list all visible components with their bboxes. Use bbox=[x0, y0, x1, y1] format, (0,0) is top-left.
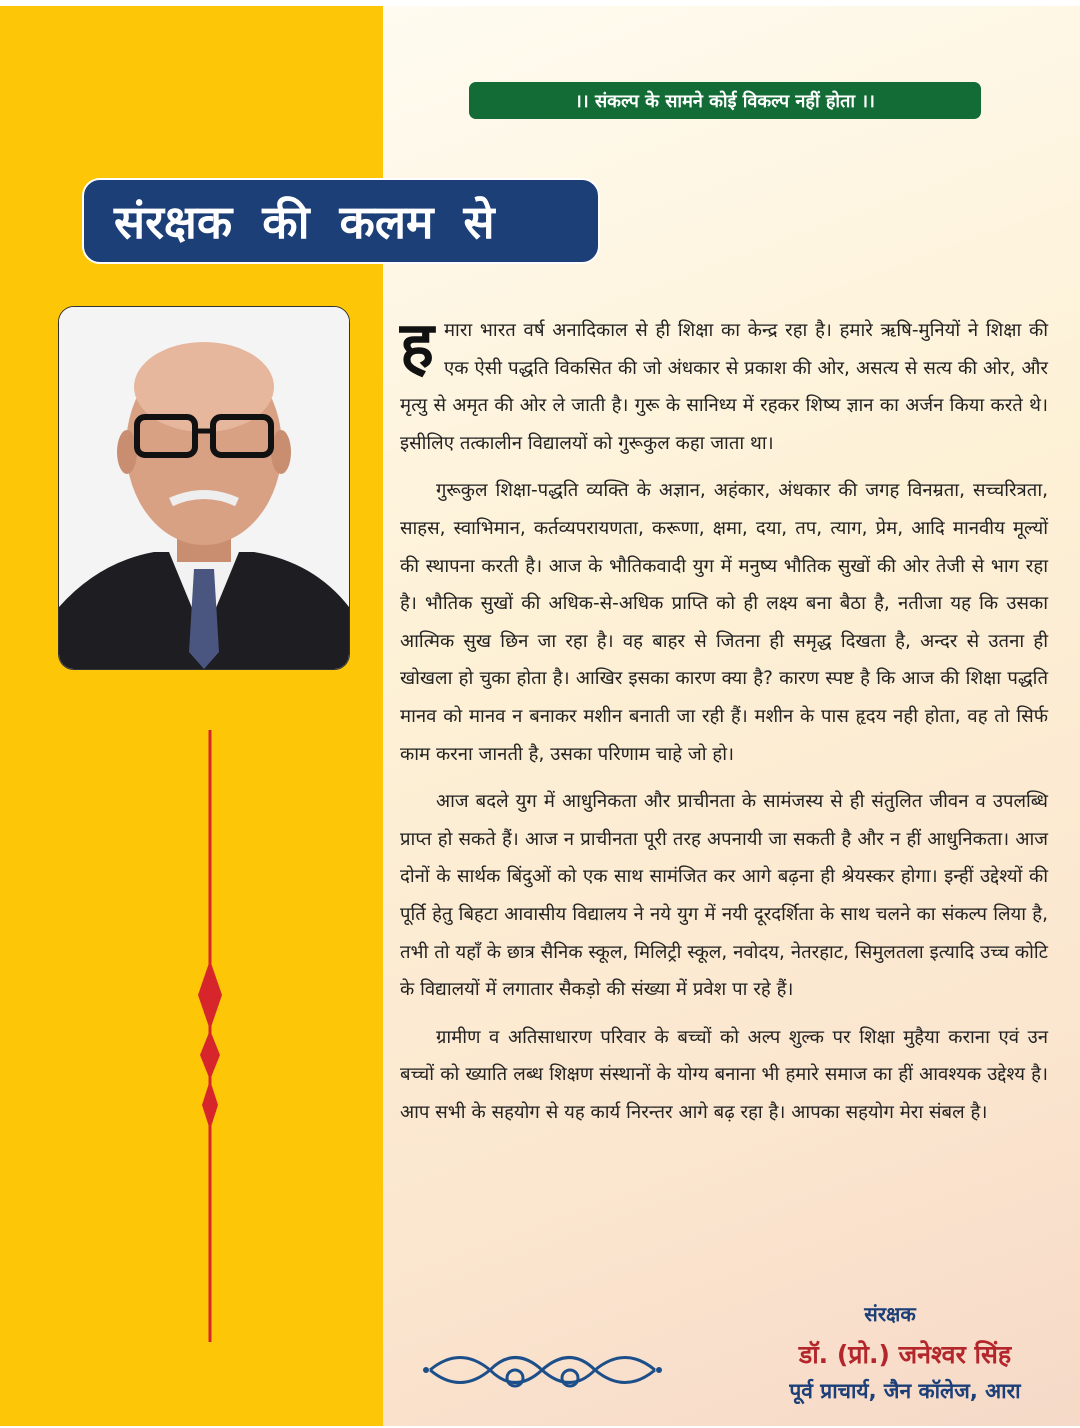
signature-name: डॉ. (प्रो.) जनेश्वर सिंह bbox=[798, 1340, 1012, 1369]
paragraph: ग्रामीण व अतिसाधारण परिवार के बच्चों को अल्प शुल्क पर शिक्षा मुहैया कराना एवं उन बच्चों को ख्याति लब्ध शिक्षण संस्थानों के योग्य बनाना भी हमारे समाज का हीं आवश्यक उद्देश्य है। आप सभी के सहयोग से यह कार्य निरन्तर आगे बढ़ रहा है। आपका सहयोग मेरा संबल है। bbox=[400, 1026, 1048, 1123]
paragraph: आज बदले युग में आधुनिकता और प्राचीनता के सामंजस्य से ही संतुलित जीवन व उपलब्धि प्राप्त हो सकते हैं। आज न प्राचीनता पूरी तरह अपनायी जा सकती है और न हीं आधुनिकता। आज दोनों के सार्थक बिंदुओं को एक साथ सामंजित कर आगे बढ़ना ही श्रेयस्कर होगा। इन्हीं उद्देश्यों की पूर्ति हेतु बिहटा आवासीय विद्यालय ने नये युग में नयी दूरदर्शिता के साथ चलने का संकल्प लिया है, तभी तो यहाँ के छात्र सैनिक स्कूल, मिलिट्री स्कूल, नवोदय, नेतरहाट, सिमुलतला इत्यादि उच्च कोटि के विद्यालयों में लगातार सैकड़ो की संख्या में प्रवेश पा रहे हैं। bbox=[400, 791, 1048, 1001]
signature-designation: पूर्व प्राचार्य, जैन कॉलेज, आरा bbox=[789, 1379, 1021, 1403]
signature-block bbox=[740, 1300, 1070, 1405]
article-body bbox=[400, 309, 1048, 1141]
signature-role: संरक्षक bbox=[864, 1302, 916, 1326]
motto-banner: ।। संकल्प के सामने कोई विकल्प नहीं होता ।। bbox=[469, 82, 981, 119]
decorative-divider bbox=[190, 730, 230, 1342]
page-title: संरक्षक की कलम से bbox=[82, 178, 600, 264]
paragraph-text: मारा भारत वर्ष अनादिकाल से ही शिक्षा का केन्द्र रहा है। हमारे ऋषि-मुनियों ने शिक्षा की एक ऐसी पद्धति विकसित की जो अंधकार से प्रकाश की ओर, असत्य से सत्य की ओर, और मृत्यु से अमृत की ओर ले जाती है। गुरू के सानिध्य में रहकर शिष्य ज्ञान का अर्जन किया करते थे। इसीलिए तत्कालीन विद्यालयों को गुरूकुल कहा जाता था। bbox=[400, 320, 1048, 454]
flourish-ornament bbox=[420, 1340, 665, 1400]
drop-cap: ह bbox=[400, 309, 434, 383]
paragraph bbox=[400, 309, 1048, 462]
patron-photo bbox=[58, 306, 350, 670]
paragraph: गुरूकुल शिक्षा-पद्धति व्यक्ति के अज्ञान, अहंकार, अंधकार की जगह विनम्रता, सच्चरित्रता, साहस, स्वाभिमान, कर्तव्यपरायणता, करूणा, क्षमा, दया, तप, त्याग, प्रेम, आदि मानवीय मूल्यों की स्थापना करती है। आज के भौतिकवादी युग में मनुष्य भौतिक सुखों की ओर तेजी से भाग रहा है। भौतिक सुखों की अधिक-से-अधिक प्राप्ति को ही लक्ष्य बना बैठा है, नतीजा यह कि उसका आत्मिक सुख छिन जा रहा है। वह बाहर से जितना ही समृद्ध दिखता है, अन्दर से उतना ही खोखला हो चुका होता है। आखिर इसका कारण क्या है? कारण स्पष्ट है कि आज की शिक्षा पद्धति मानव को मानव न बनाकर मशीन बनाती जा रही हैं। मशीन के पास हृदय नही होता, वह तो सिर्फ काम करना जानती है, उसका परिणाम चाहे जो हो। bbox=[400, 480, 1048, 765]
